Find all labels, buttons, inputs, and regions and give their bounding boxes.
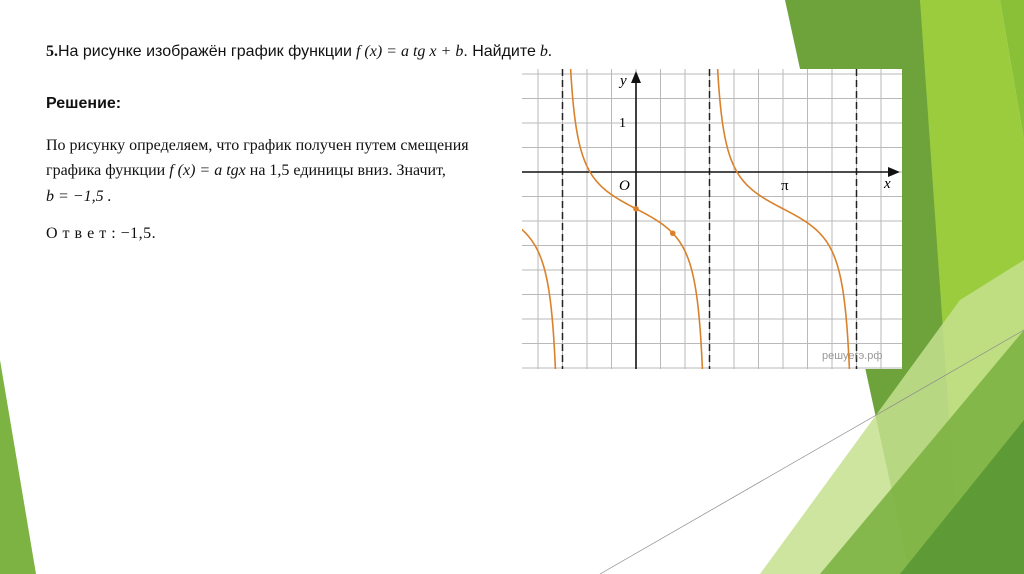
- watermark: решуегэ.рф: [822, 350, 883, 362]
- asymptotes: [563, 69, 857, 369]
- solution-line-2-after: на 1,5 единицы вниз. Значит,: [249, 162, 446, 179]
- deco-left-sliver: [0, 360, 36, 574]
- pi-label: π: [781, 178, 789, 194]
- grid: [522, 69, 902, 369]
- marked-point: [633, 206, 639, 212]
- solution-heading: Решение:: [46, 95, 122, 112]
- problem-number: 5.: [46, 43, 58, 60]
- solution-conclusion: b = −1,5 .: [46, 188, 112, 205]
- solution-line-1: По рисунку определяем, что график получен путем смещения: [46, 137, 469, 154]
- y-axis-arrow: [631, 71, 641, 83]
- marked-point: [670, 230, 676, 236]
- function-graph: [522, 69, 902, 369]
- x-axis-label: x: [884, 176, 891, 192]
- problem-formula: f (x) = a tg x + b: [355, 43, 464, 60]
- answer: [46, 226, 156, 242]
- problem-text-after: . Найдите: [463, 43, 536, 60]
- y-one-label: 1: [619, 116, 626, 131]
- solution-line-2: [46, 163, 446, 179]
- problem-end: .: [547, 43, 552, 60]
- problem-text: На рисунке изображён график функции: [58, 43, 352, 60]
- solution-line-2-before: графика функции: [46, 162, 166, 179]
- origin-label: O: [619, 178, 630, 194]
- y-axis-label: y: [620, 73, 627, 89]
- answer-value: −1,5.: [120, 225, 157, 242]
- curves: [522, 69, 850, 369]
- answer-label: О т в е т :: [46, 225, 117, 242]
- solution-line-2-formula: f (x) = a tgx: [169, 162, 246, 179]
- problem-target: b: [539, 43, 548, 60]
- tangent-branch: [522, 225, 556, 369]
- problem-statement: [46, 44, 552, 60]
- axes: [522, 71, 900, 369]
